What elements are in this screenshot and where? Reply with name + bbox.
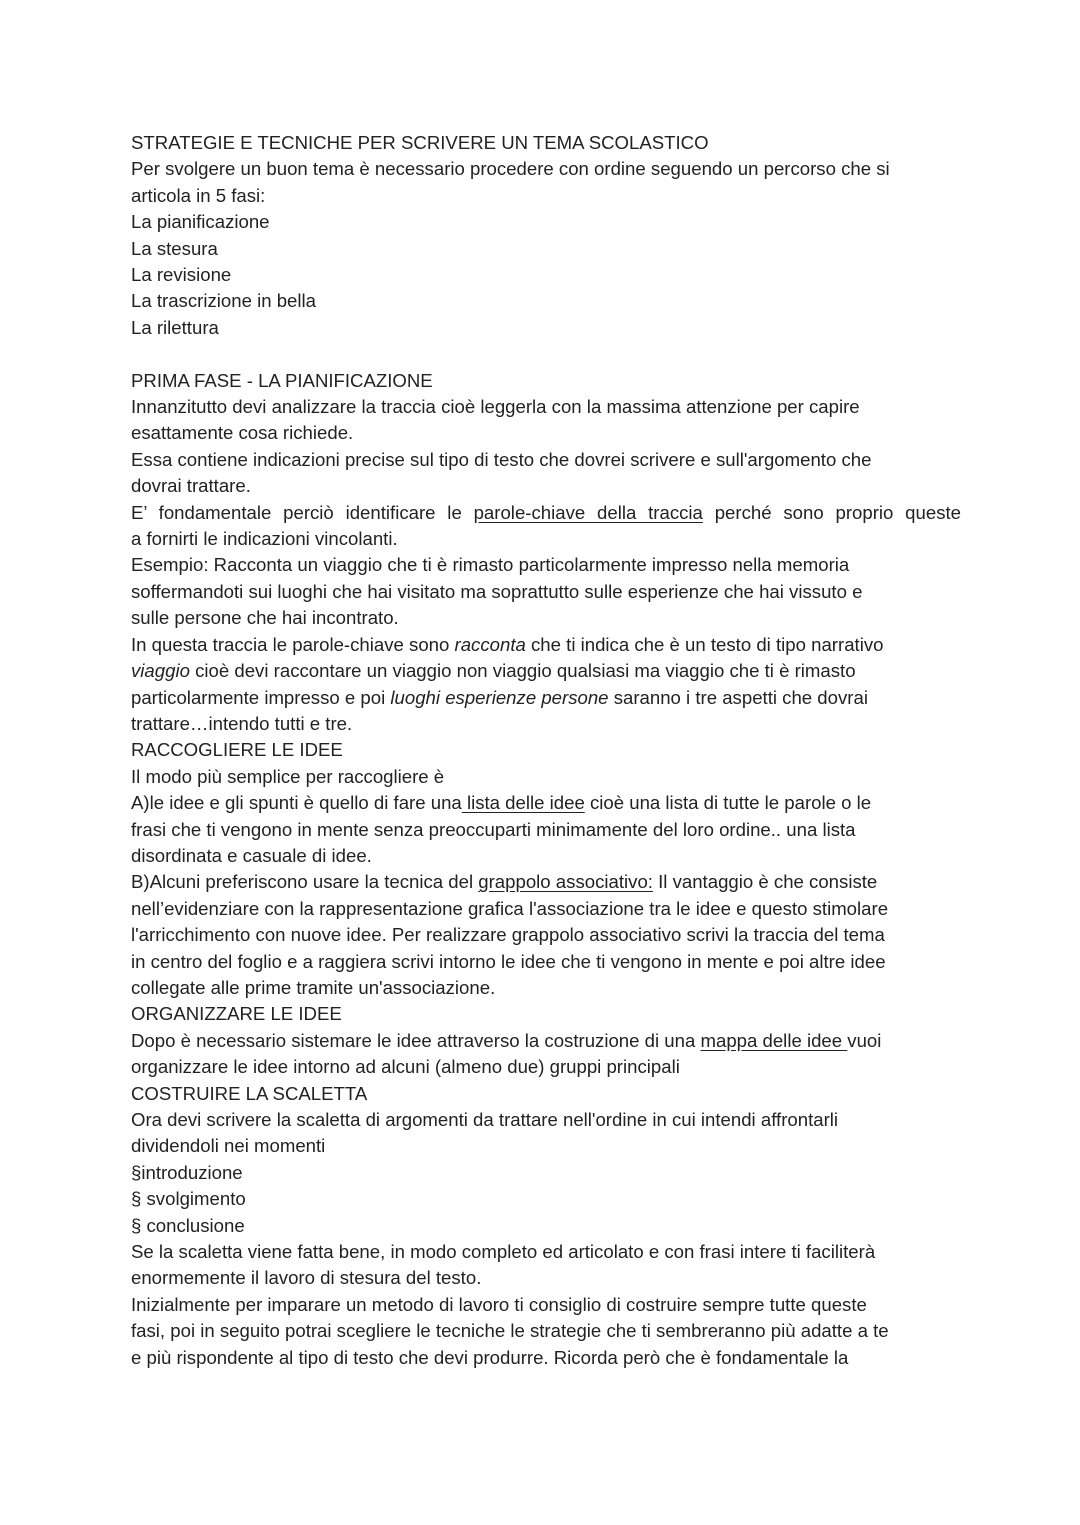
paragraph-line: A)le idee e gli spunti è quello di fare una lista delle idee cioè una lista di tutte le parole o le (131, 792, 872, 814)
paragraph-line: e più rispondente al tipo di testo che devi produrre. Ricorda però che è fondamentale la (131, 1346, 849, 1368)
example-line: sulle persone che hai incontrato. (131, 607, 399, 629)
paragraph-line: Se la scaletta viene fatta bene, in modo completo ed articolato e con frasi intere ti faciliterà (131, 1241, 876, 1263)
outline-list-item: §introduzione (131, 1161, 243, 1183)
phase-list-item: La revisione (131, 264, 232, 286)
paragraph-line: Ora devi scrivere la scaletta di argomenti da trattare nell'ordine in cui intendi affrontarli (131, 1109, 839, 1131)
outline-list-item: § svolgimento (131, 1188, 246, 1210)
phase-list-item: La trascrizione in bella (131, 290, 317, 312)
paragraph-line: a fornirti le indicazioni vincolanti. (131, 528, 398, 550)
section-heading: ORGANIZZARE LE IDEE (131, 1003, 342, 1025)
paragraph-line: viaggio cioè devi raccontare un viaggio non viaggio qualsiasi ma viaggio che ti è rimasto (131, 660, 856, 682)
document-title: STRATEGIE E TECNICHE PER SCRIVERE UN TEMA SCOLASTICO (131, 132, 709, 153)
paragraph-line: l'arricchimento con nuove idee. Per realizzare grappolo associativo scrivi la traccia del tema (131, 924, 885, 946)
paragraph-line: disordinata e casuale di idee. (131, 844, 372, 866)
section-heading: RACCOGLIERE LE IDEE (131, 739, 343, 761)
paragraph-line: dovrai trattare. (131, 475, 251, 497)
paragraph-line: fasi, poi in seguito potrai scegliere le tecniche le strategie che ti sembreranno più adatte a te (131, 1320, 889, 1342)
paragraph-line: particolarmente impresso e poi luoghi esperienze persone saranno i tre aspetti che dovrai (131, 686, 868, 708)
paragraph-line: trattare…intendo tutti e tre. (131, 712, 353, 734)
example-line: Esempio: Racconta un viaggio che ti è rimasto particolarmente impresso nella memoria (131, 554, 850, 576)
paragraph-line: enormemente il lavoro di stesura del testo. (131, 1267, 482, 1289)
intro-line: Per svolgere un buon tema è necessario procedere con ordine seguendo un percorso che si (131, 158, 890, 180)
italic-keyword: viaggio (131, 660, 190, 682)
document-page (131, 130, 961, 1371)
paragraph-line: organizzare le idee intorno ad alcuni (almeno due) gruppi principali (131, 1056, 680, 1078)
underlined-keyword: mappa delle idee (700, 1029, 848, 1051)
paragraph-line: E’ fondamentale perciò identificare le parole-chiave della traccia perché sono proprio queste (131, 501, 961, 523)
paragraph-line: In questa traccia le parole-chiave sono racconta che ti indica che è un testo di tipo narrativo (131, 633, 884, 655)
example-line: soffermandoti sui luoghi che hai visitato ma soprattutto sulle esperienze che hai vissuto e (131, 580, 863, 602)
italic-keyword: luoghi esperienze persone (390, 686, 609, 708)
paragraph-line: esattamente cosa richiede. (131, 422, 354, 444)
paragraph-line: Innanzitutto devi analizzare la traccia cioè leggerla con la massima attenzione per capire (131, 396, 860, 418)
paragraph-line: Inizialmente per imparare un metodo di lavoro ti consiglio di costruire sempre tutte queste (131, 1293, 867, 1315)
paragraph-line: Il modo più semplice per raccogliere è (131, 765, 445, 787)
phase-list-item: La pianificazione (131, 211, 270, 233)
section-heading: PRIMA FASE - LA PIANIFICAZIONE (131, 369, 433, 391)
spacer (131, 341, 961, 367)
phase-list-item: La rilettura (131, 316, 219, 338)
underlined-keyword: parole-chiave della traccia (473, 501, 703, 523)
paragraph-line: frasi che ti vengono in mente senza preoccuparti minimamente del loro ordine.. una lista (131, 818, 856, 840)
italic-keyword: racconta (454, 633, 526, 655)
intro-line: articola in 5 fasi: (131, 184, 266, 206)
paragraph-line: dividendoli nei momenti (131, 1135, 326, 1157)
phase-list-item: La stesura (131, 237, 218, 259)
paragraph-line: B)Alcuni preferiscono usare la tecnica del grappolo associativo: Il vantaggio è che consiste (131, 871, 878, 893)
paragraph-line: nell’evidenziare con la rappresentazione grafica l'associazione tra le idee e questo stimolare (131, 897, 889, 919)
paragraph-line: Dopo è necessario sistemare le idee attraverso la costruzione di una mappa delle idee vuoi (131, 1029, 882, 1051)
paragraph-line: in centro del foglio e a raggiera scrivi intorno le idee che ti vengono in mente e poi altre idee (131, 950, 886, 972)
paragraph-line: Essa contiene indicazioni precise sul tipo di testo che dovrei scrivere e sull'argomento che (131, 448, 872, 470)
underlined-keyword: lista delle idee (461, 792, 585, 814)
outline-list-item: § conclusione (131, 1214, 245, 1236)
underlined-keyword: grappolo associativo: (478, 871, 653, 893)
paragraph-line: collegate alle prime tramite un'associazione. (131, 976, 496, 998)
section-heading: COSTRUIRE LA SCALETTA (131, 1082, 368, 1104)
